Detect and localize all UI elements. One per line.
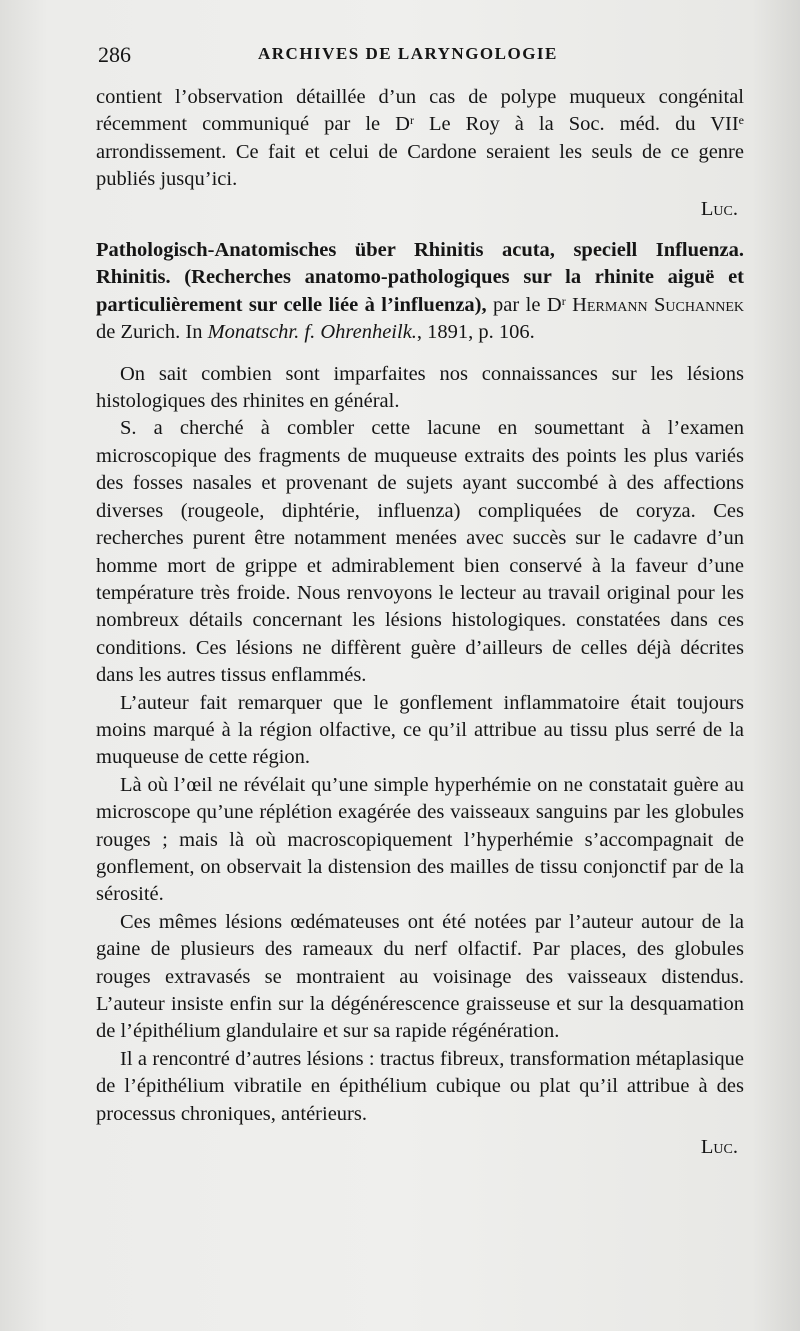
author-name: Hermann Suchannek	[565, 293, 744, 316]
paragraph: S. a cherché à combler cette lacune en soumettant à l’examen microscopique des fragments de muqueuse extraits des points les plus variés des fosses nasales et provenant de sujets ayant succombé à des affections diverses (rougeole, diphtérie, influenza) compliquées de coryza. Ces recherches purent être notamment menées avec succès sur le cadavre d’un homme mort de grippe et admirablement bien conservé à la faveur d’une température très froide. Nous renvoyons le lecteur au travail original pour les nombreux détails concernant les lésions histologiques. constatées dans ces conditions. Ces lésions ne diffèrent guère d’ailleurs de celles déjà décrites dans les autres tissus enflammés.	[96, 417, 744, 687]
paragraph: L’auteur fait remarquer que le gonflement inflammatoire était toujours moins marqué à la région olfactive, ce qu’il attribue au tissu plus serré de la muqueuse de cette région.	[96, 691, 744, 769]
page-body	[96, 84, 744, 1175]
journal-name: Monatschr. f. Ohrenheilk.	[207, 321, 417, 344]
previous-article-ending: contient l’observation détaillée d’un cas de polype muqueux congénital récemment communiqué par le $D^r$ Le Roy à la Soc. méd. du VIIe arrondissement. Ce fait et celui de Cardone seraient les seuls de ce genre publiés jusqu’ici.	[96, 86, 744, 191]
previous-article-signature: Luc.	[700, 197, 738, 220]
paragraph: On sait combien sont imparfaites nos connaissances sur les lésions histologiques des rhinites en général.	[96, 362, 744, 413]
paragraph: Il a rencontré d’autres lésions : tractus fibreux, transformation métaplasique de l’épithélium vibratile en épithélium cubique ou plat qu’il attribue à des processus chroniques, antérieurs.	[96, 1047, 744, 1125]
page-number: 286	[98, 42, 131, 67]
article-signature: Luc.	[700, 1136, 738, 1159]
running-title: ARCHIVES DE LARYNGOLOGIE	[258, 44, 558, 63]
article-title: Pathologisch-Anatomisches über Rhinitis acuta, speciell Influenza. Rhinitis. (Recherches anatomo-pathologiques sur la rhinite aiguë et particulièrement sur celle liée à l’influenza), par le $D^r$ Hermann Suchannek de Zurich. In Monatschr. f. Ohrenheilk., 1891, p. 106.	[96, 239, 744, 344]
paragraph: Là où l’œil ne révélait qu’une simple hyperhémie on ne constatait guère au microscope qu’une réplétion exagérée des vaisseaux sanguins par les globules rouges ; mais là où macroscopiquement l’hyperhémie s’accompagnait de gonflement, on observait la distension des mailles de tissu conjonctif par de la sérosité.	[96, 773, 744, 906]
page-header	[98, 42, 738, 72]
paragraph: Ces mêmes lésions œdémateuses ont été notées par l’auteur autour de la gaine de plusieurs des rameaux du nerf olfactif. Par places, des globules rouges extravasés se montraient au voisinage des vaisseaux distendus. L’auteur insiste enfin sur la dégénérescence graisseuse et sur la desquamation de l’épithélium glandulaire et sur sa rapide régénération.	[96, 910, 744, 1043]
